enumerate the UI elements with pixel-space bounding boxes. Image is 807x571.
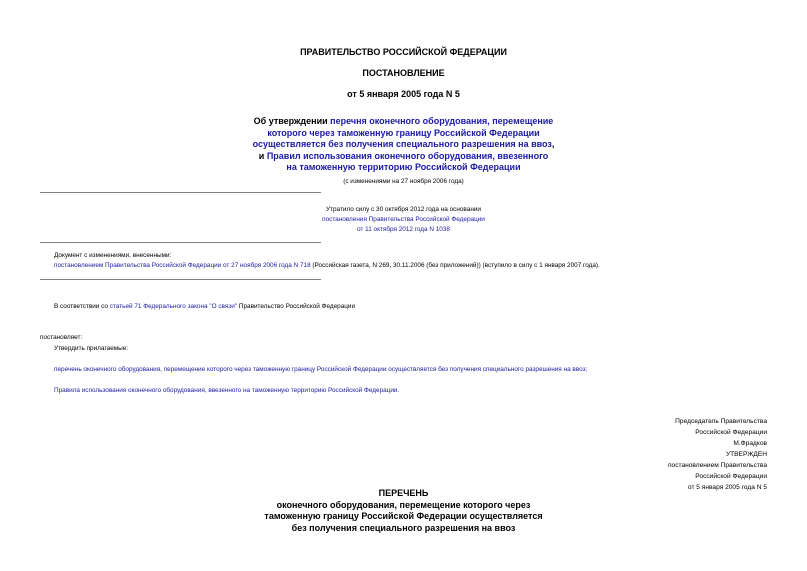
changes-link[interactable]: постановлением Правительства Российской Федерации от 27 ноября 2006 года N 718 — [54, 262, 311, 269]
item-list-link[interactable]: перечень оконечного оборудования, перемещение которого через таможенную границу Российской Федерации осуществляется без получения специального разрешения на ввоз; — [54, 366, 588, 373]
list-title-line1: оконечного оборудования, перемещение которого через — [276, 499, 531, 510]
resolves-text: постановляет: — [40, 334, 83, 341]
changes-block — [54, 251, 774, 271]
list-title-line3: без получения специального разрешения на ввоз — [291, 522, 516, 533]
title-joiner: , — [551, 139, 555, 149]
title-prefix: Об утверждении — [253, 116, 331, 126]
expired-link-line2[interactable]: от 11 октября 2012 года N 1038 — [357, 226, 450, 233]
list-heading: ПЕРЕЧЕНЬ — [378, 488, 429, 498]
approve-text: Утвердить прилагаемые: — [54, 345, 129, 352]
basis-law-link[interactable]: статьей 71 Федерального закона "О связи" — [109, 303, 238, 310]
list-title — [0, 488, 807, 534]
title-and: и — [258, 150, 267, 161]
signature-name: М.Фрадков — [733, 440, 767, 447]
divider — [40, 279, 321, 280]
approved-org: Российской Федерации — [695, 473, 767, 480]
signature-title: Председатель Правительства — [675, 418, 767, 425]
title-link-list[interactable]: перечня оконечного оборудования, перемещение — [330, 116, 554, 126]
title-link-rules[interactable]: Правил использования оконечного оборудования, ввезенного — [266, 150, 549, 161]
divider — [40, 242, 321, 243]
expired-link-line1[interactable]: постановления Правительства Российской Федерации — [322, 216, 485, 223]
basis-prefix: В соответствии со — [54, 303, 110, 310]
title-link-list-cont1[interactable]: которого через таможенную границу Российской Федерации — [267, 127, 540, 138]
expired-notice — [0, 205, 807, 235]
changes-label: Документ с изменениями, внесенными: — [54, 252, 172, 259]
org-heading: ПРАВИТЕЛЬСТВО РОССИЙСКОЙ ФЕДЕРАЦИИ — [300, 47, 507, 57]
signature-org: Российской Федерации — [695, 429, 767, 436]
approved-date: от 5 января 2005 года N 5 — [687, 484, 767, 491]
amendment-note: (с изменениями на 27 ноября 2006 года) — [343, 178, 464, 185]
approved-label: УТВЕРЖДЕН — [725, 451, 767, 458]
list-title-line2: таможенную границу Российской Федерации осуществляется — [264, 511, 543, 521]
title-link-rules-cont[interactable]: на таможенную территорию Российской Федерации — [286, 162, 521, 172]
basis-paragraph — [54, 302, 774, 312]
basis-suffix: Правительство Российской Федерации — [237, 303, 356, 310]
approved-by: постановлением Правительства — [667, 462, 767, 469]
doc-type-heading: ПОСТАНОВЛЕНИЕ — [362, 68, 445, 78]
document-title — [0, 116, 807, 174]
doc-date-heading: от 5 января 2005 года N 5 — [347, 89, 460, 99]
divider — [40, 192, 321, 193]
changes-suffix: (Российская газета, N 269, 30.11.2006 (без приложений)) (вступило в силу с 1 января 2007 года). — [310, 262, 600, 269]
signature-block — [668, 416, 767, 493]
title-link-list-cont2[interactable]: осуществляется без получения специального разрешения на ввоз — [252, 139, 552, 149]
item-rules-link[interactable]: Правила использования оконечного оборудования, ввезенного на таможенную территорию Российской Федерации. — [54, 387, 400, 394]
expired-text: Утратило силу с 30 октября 2012 года на основании — [326, 206, 481, 213]
